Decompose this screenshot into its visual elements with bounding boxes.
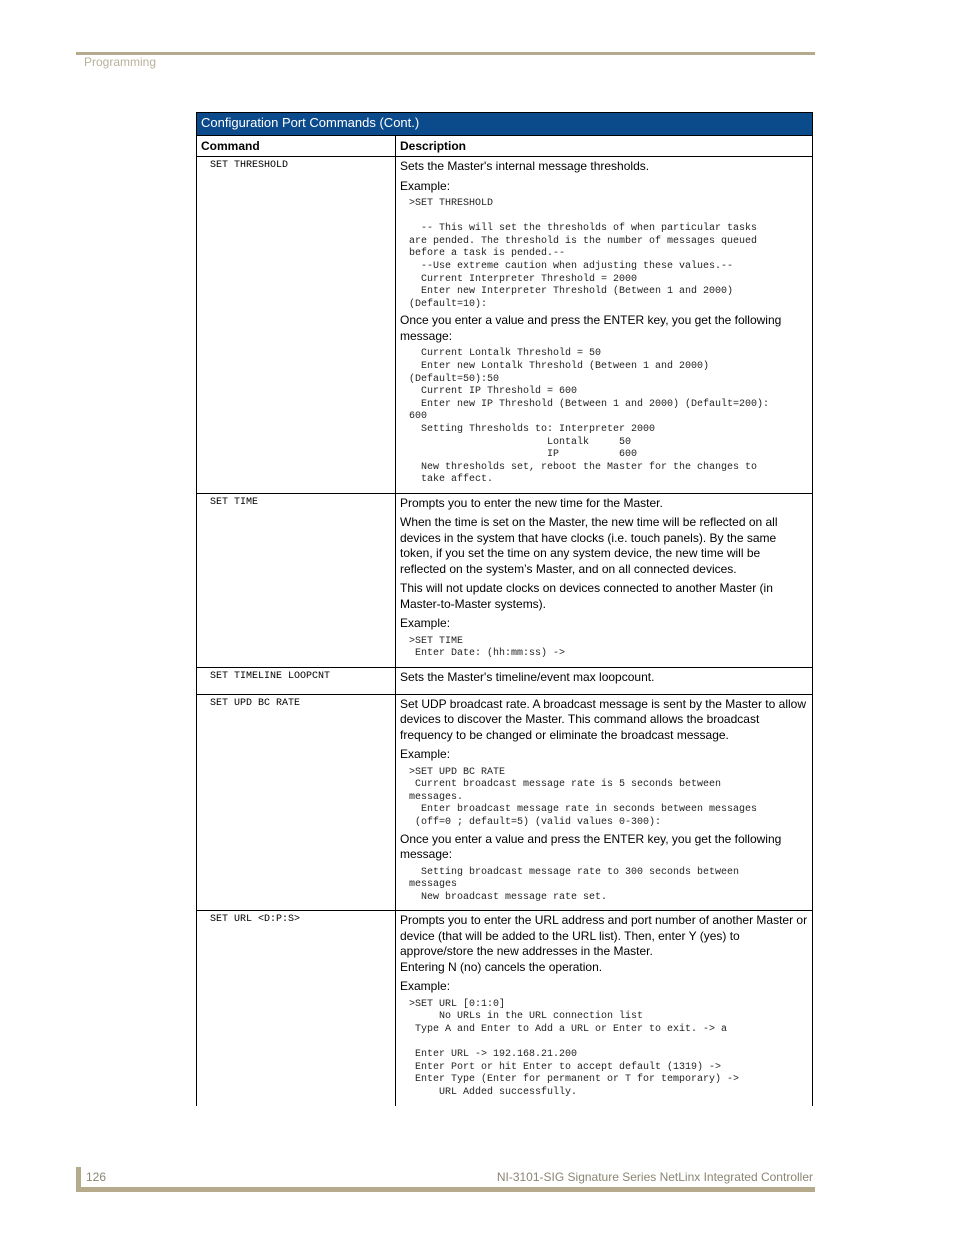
code-example: >SET THRESHOLD -- This will set the thresholds of when particular tasks are pended. The threshold is the number of messages queued before a task is pended.-- --Use extreme caution when adjusting these values.-- Current Interpreter Threshold = 2000 Enter new Interpreter Threshold (Between 1 and 2000) (Default=10): xyxy=(409,198,758,310)
command-cell: SET THRESHOLD xyxy=(197,157,396,494)
table-row xyxy=(197,493,813,667)
table-title: Configuration Port Commands (Cont.) xyxy=(197,113,813,136)
running-head: Programming xyxy=(84,55,157,69)
command-cell: SET TIMELINE LOOPCNT xyxy=(197,668,396,695)
description-cell xyxy=(396,493,813,667)
footer-rule xyxy=(76,1187,815,1192)
description-text: Prompts you to enter the new time for the Master. xyxy=(400,495,663,510)
example-label: Example: xyxy=(400,616,451,631)
description-cell xyxy=(396,694,813,911)
example-label: Example: xyxy=(400,979,451,994)
description-text: This will not update clocks on devices connected to another Master (in Master-to-Master systems). xyxy=(400,581,773,611)
description-text: Sets the Master's internal message thresholds. xyxy=(400,159,650,173)
description-cell xyxy=(396,157,813,494)
table-row xyxy=(197,668,813,695)
header-rule xyxy=(76,52,815,55)
page-number: 126 xyxy=(86,1170,107,1184)
table-row xyxy=(197,694,813,911)
code-example: >SET TIME Enter Date: (hh:mm:ss) -> xyxy=(409,635,566,660)
column-header-description: Description xyxy=(396,136,813,157)
description-text: When the time is set on the Master, the new time will be reflected on all devices in the system that have clocks (i.e. touch panels). By the same token, if you set the time on any system device, the new time will be reflected on the system’s Master, and on all connected devices. xyxy=(400,515,778,576)
code-example: >SET URL [0:1:0] No URLs in the URL connection list Type A and Enter to Add a URL or Enter to exit. -> a Enter URL -> 192.168.21.200 Enter Port or hit Enter to accept default (1319) -> Enter Type (Enter for permanent or T for temporary) -> URL Added successfully. xyxy=(409,998,740,1098)
command-cell: SET UPD BC RATE xyxy=(197,694,396,911)
command-cell: SET URL <D:P:S> xyxy=(197,911,396,1106)
description-cell xyxy=(396,911,813,1106)
description-text: Prompts you to enter the URL address and port number of another Master or device (that will be added to the URL list). Then, enter Y (yes) to approve/store the new addresses in the Master. xyxy=(400,913,808,959)
table-row xyxy=(197,911,813,1106)
configuration-port-commands-table xyxy=(196,112,813,1106)
description-text: Set UDP broadcast rate. A broadcast message is sent by the Master to allow devices to discover the Master. This command allows the broadcast frequency to be changed or eliminate the broadcast message. xyxy=(400,696,806,742)
command-cell: SET TIME xyxy=(197,493,396,667)
table-row xyxy=(197,157,813,494)
description-text: Entering N (no) cancels the operation. xyxy=(400,959,603,974)
description-text: Once you enter a value and press the ENTER key, you get the following message: xyxy=(400,313,782,343)
document-title: NI-3101-SIG Signature Series NetLinx Integrated Controller xyxy=(496,1170,813,1184)
example-label: Example: xyxy=(400,178,451,193)
example-label: Example: xyxy=(400,747,451,762)
description-cell xyxy=(396,668,813,695)
code-example: >SET UPD BC RATE Current broadcast message rate is 5 seconds between messages. Enter broadcast message rate in seconds between messages (off=0 ; default=5) (valid values 0-300): xyxy=(409,766,758,828)
column-header-command: Command xyxy=(197,136,396,157)
code-example: Current Lontalk Threshold = 50 Enter new Lontalk Threshold (Between 1 and 2000) (Default=50):50 Current IP Threshold = 600 Enter new IP Threshold (Between 1 and 2000) (Default=200): 600 Setting Thresholds to: Interpreter 2000 Lontalk 50 IP 600 New thresholds set, reboot the Master for the changes to take affect. xyxy=(409,348,770,486)
code-example: Setting broadcast message rate to 300 seconds between messages New broadcast message rate set. xyxy=(409,866,740,903)
description-text: Once you enter a value and press the ENTER key, you get the following message: xyxy=(400,831,782,862)
description-text: Sets the Master's timeline/event max loopcount. xyxy=(400,670,655,685)
